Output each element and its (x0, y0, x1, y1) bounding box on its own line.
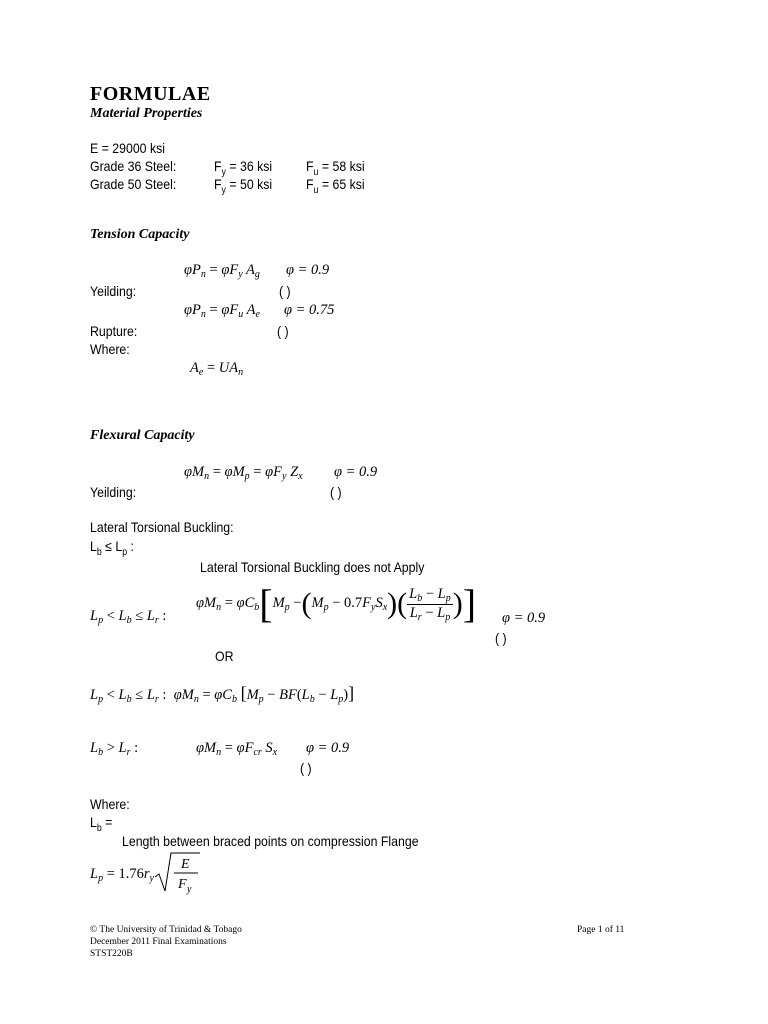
effective-area-formula: $A_e = UA_n$ (190, 360, 244, 378)
svg-text:y: y (187, 883, 192, 895)
square-root-icon (154, 851, 200, 900)
page-number: Page 1 of 11 (577, 925, 625, 935)
footer-left (90, 924, 242, 960)
flexural-yielding-label: Yeilding: (90, 484, 137, 500)
lb-definition-text: Length between braced points on compression Flange (122, 833, 419, 849)
ltb-case3-formula: $\varphi M_n = \varphi F_{cr}$ $S_x$ (196, 740, 278, 758)
footer-copyright: © The University of Trinidad & Tobago (90, 925, 242, 935)
lb-definition-symbol: $L_b$ = (90, 814, 113, 834)
flexural-where-label: Where: (90, 796, 130, 812)
or-text: OR (215, 648, 234, 664)
page-title: FORMULAE (90, 83, 211, 105)
ltb-case3-phi: φ = 0.9 (306, 740, 350, 756)
tension-yield-formula: $\varphi P_n = \varphi F_y$ $A_g$ (184, 262, 260, 280)
tension-yield-paren: ( ) (279, 283, 291, 299)
ltb-case2-phi: φ = 0.9 (502, 610, 546, 626)
tension-rupture-paren: ( ) (277, 323, 289, 339)
grade36-fy: $F_y = 36$ ksi (214, 158, 273, 178)
tension-rupture-formula: $\varphi P_n = \varphi F_u$ $A_e$ (184, 302, 260, 320)
ltb-case1-condition: $L_b \le L_p$ : (90, 538, 134, 558)
tension-rupture-label: Rupture: (90, 323, 138, 339)
modulus-line: E = 29000 ksi (90, 140, 166, 156)
ltb-case1-text: Lateral Torsional Buckling does not Apply (200, 559, 425, 575)
grade36-label: Grade 36 Steel: (90, 158, 177, 174)
grade50-label: Grade 50 Steel: (90, 176, 177, 192)
footer-exam: December 2011 Final Examinations (90, 937, 227, 947)
grade50-fu: $F_u = 65$ ksi (306, 176, 365, 196)
flexural-capacity-heading: Flexural Capacity (90, 428, 195, 443)
ltb-label: Lateral Torsional Buckling: (90, 519, 234, 535)
ltb-case2-paren: ( ) (495, 630, 507, 646)
svg-text:F: F (178, 876, 187, 892)
tension-rupture-phi: φ = 0.75 (284, 302, 335, 318)
tension-where-label: Where: (90, 341, 130, 357)
lp-formula: $L_p = 1.76r_y$ E F y (90, 852, 200, 898)
flexural-yield-paren: ( ) (330, 484, 342, 500)
tension-yielding-label: Yeilding: (90, 283, 137, 299)
svg-text:E: E (181, 856, 190, 872)
flexural-yield-formula: $\varphi M_n = \varphi M_p = \varphi F_y$ $Z_x$ (184, 464, 303, 482)
ltb-case3-condition: $L_b > L_r$ : (90, 740, 139, 758)
footer-code: STST220B (90, 949, 133, 959)
ltb-case3-paren: ( ) (300, 760, 312, 776)
ltb-case2-formula: $\varphi M_n = \varphi C_b$ [ $M_p$ − ( $M_p - 0.7F_yS_x$ ) ( $\frac{L_b - L_p}{L_r - L_p}$ ) ] (196, 581, 477, 626)
grade36-fu: $F_u = 58$ ksi (306, 158, 365, 178)
tension-yield-phi: φ = 0.9 (286, 262, 330, 278)
ltb-case2b-formula: $L_p < L_b \le L_r$ : $\varphi M_n = \varphi C_b$ $[M_p - BF(L_b - L_p)]$ (90, 683, 355, 705)
tension-capacity-heading: Tension Capacity (90, 227, 190, 242)
ltb-case2-condition: $L_p < L_b \le L_r$ : (90, 608, 167, 626)
flexural-yield-phi: φ = 0.9 (334, 464, 378, 480)
material-properties-heading: Material Properties (90, 106, 203, 121)
grade50-fy: $F_y = 50$ ksi (214, 176, 273, 196)
